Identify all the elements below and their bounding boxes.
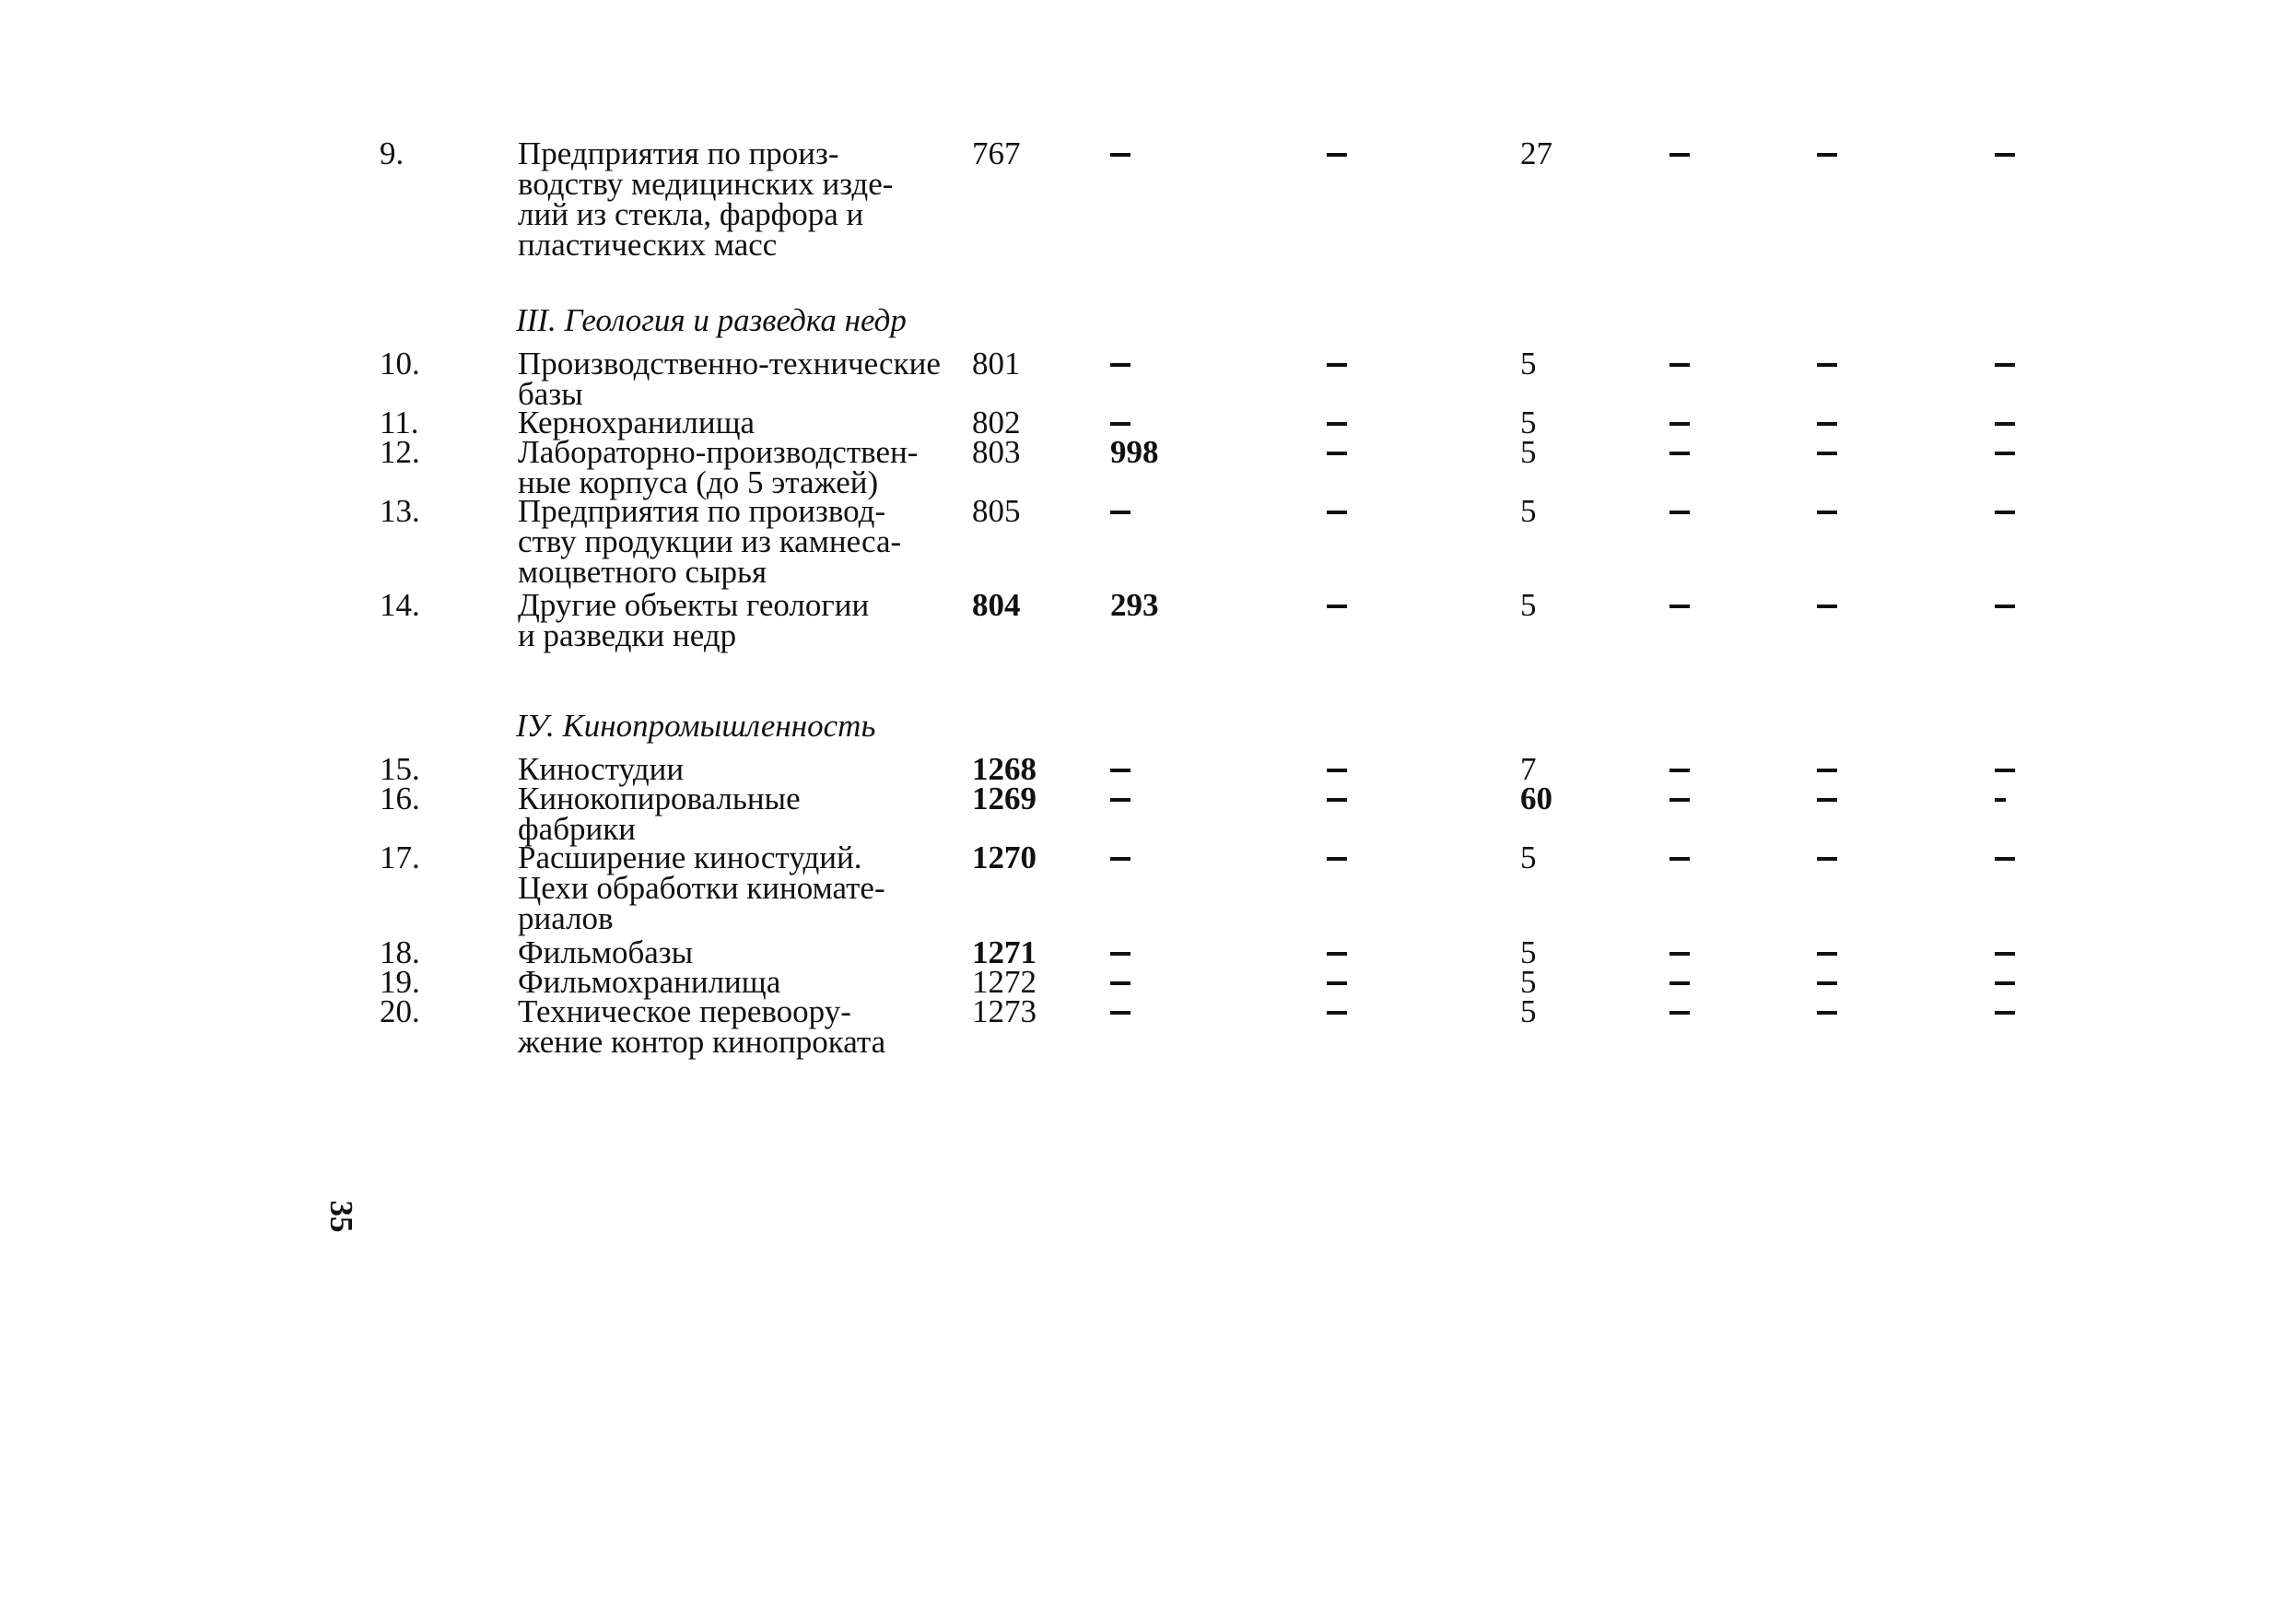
norm-code: 767 bbox=[972, 135, 1021, 171]
dash-c7 bbox=[1995, 511, 2015, 514]
dash-c5 bbox=[1669, 422, 1690, 426]
dash-c6 bbox=[1817, 422, 1837, 426]
dash-c5 bbox=[1669, 452, 1690, 455]
row-number: 15. bbox=[380, 751, 420, 787]
value-c4: 5 bbox=[1520, 346, 1537, 382]
dash-c3 bbox=[1327, 511, 1347, 514]
value-c4: 7 bbox=[1520, 751, 1537, 787]
section-heading-cinema: IУ. Кинопромышленность bbox=[516, 708, 876, 744]
dash-c7 bbox=[1995, 1011, 2015, 1015]
dash-c6 bbox=[1817, 452, 1837, 455]
dash-c7 bbox=[1995, 769, 2015, 772]
value-c4: 5 bbox=[1520, 587, 1537, 623]
row-number: 17. bbox=[380, 840, 420, 875]
dash-c5 bbox=[1669, 605, 1690, 608]
row-number: 19. bbox=[380, 964, 420, 1000]
dash-c6 bbox=[1817, 769, 1837, 772]
dash-c7 bbox=[1995, 857, 2015, 861]
object-name: Кинокопировальные фабрики bbox=[518, 781, 801, 847]
dash-c2 bbox=[1110, 981, 1130, 985]
row-number: 10. bbox=[380, 346, 420, 382]
object-name: Предприятия по производ- ству продукции из камнеса- моцветного сырья bbox=[518, 493, 902, 590]
row-number: 9. bbox=[380, 135, 404, 171]
value-c4: 5 bbox=[1520, 434, 1537, 470]
row-number: 20. bbox=[380, 993, 420, 1029]
dash-c7 bbox=[1995, 952, 2015, 956]
value-c4: 5 bbox=[1520, 493, 1537, 529]
object-name: Фильмобазы bbox=[518, 934, 694, 970]
dash-c2 bbox=[1110, 857, 1130, 861]
value-c4: 5 bbox=[1520, 993, 1537, 1029]
section-heading-geology: III. Геология и разведка недр bbox=[516, 302, 907, 338]
norm-code: 1273 bbox=[972, 993, 1037, 1029]
dash-c5 bbox=[1669, 153, 1690, 157]
norm-code: 1268 bbox=[972, 751, 1037, 787]
dash-c3 bbox=[1327, 422, 1347, 426]
dash-c6 bbox=[1817, 857, 1837, 861]
dash-c2 bbox=[1110, 363, 1130, 367]
object-name: Предприятия по произ- водству медицинских изде- лий из стекла, фарфора и пластических масс bbox=[518, 135, 894, 263]
dash-c6 bbox=[1817, 952, 1837, 956]
object-name: Производственно-технические базы bbox=[518, 346, 941, 412]
norm-code: 803 bbox=[972, 434, 1021, 470]
object-name: Другие объекты геологии и разведки недр bbox=[518, 587, 870, 653]
dash-c3 bbox=[1327, 981, 1347, 985]
object-name: Лабораторно-производствен- ные корпуса (до 5 этажей) bbox=[518, 434, 919, 500]
dash-c6 bbox=[1817, 363, 1837, 367]
dash-c7 bbox=[1995, 422, 2015, 426]
dash-c2 bbox=[1110, 511, 1130, 514]
dash-c7 bbox=[1995, 981, 2015, 985]
dash-c7 bbox=[1995, 605, 2015, 608]
value-c4: 5 bbox=[1520, 405, 1537, 440]
dash-c6 bbox=[1817, 153, 1837, 157]
dash-c2 bbox=[1110, 422, 1130, 426]
value-c4: 5 bbox=[1520, 964, 1537, 1000]
object-name: Техническое перевоору- жение контор кинопроката bbox=[518, 993, 886, 1060]
dash-c3 bbox=[1327, 153, 1347, 157]
value-c4: 27 bbox=[1520, 135, 1552, 171]
page-number: 35 bbox=[323, 1200, 359, 1233]
dash-c3 bbox=[1327, 452, 1347, 455]
dash-c7 bbox=[1995, 452, 2015, 455]
dash-c3 bbox=[1327, 798, 1347, 802]
dash-c3 bbox=[1327, 952, 1347, 956]
dash-c5 bbox=[1669, 769, 1690, 772]
norm-code: 1271 bbox=[972, 934, 1037, 970]
dash-c7 bbox=[1995, 363, 2015, 367]
norm-code: 1270 bbox=[972, 840, 1037, 875]
dash-c3 bbox=[1327, 605, 1347, 608]
value-c2: 293 bbox=[1110, 587, 1159, 623]
dash-c5 bbox=[1669, 363, 1690, 367]
value-c4: 5 bbox=[1520, 934, 1537, 970]
dash-c6 bbox=[1817, 511, 1837, 514]
row-number: 12. bbox=[380, 434, 420, 470]
dash-c7 bbox=[1995, 798, 2006, 802]
row-number: 14. bbox=[380, 587, 420, 623]
dash-c5 bbox=[1669, 798, 1690, 802]
norm-code: 1272 bbox=[972, 964, 1037, 1000]
dash-c6 bbox=[1817, 605, 1837, 608]
dash-c2 bbox=[1110, 798, 1130, 802]
row-number: 16. bbox=[380, 781, 420, 816]
dash-c6 bbox=[1817, 1011, 1837, 1015]
value-c4: 60 bbox=[1520, 781, 1552, 816]
dash-c3 bbox=[1327, 857, 1347, 861]
dash-c5 bbox=[1669, 511, 1690, 514]
object-name: Фильмохранилища bbox=[518, 964, 781, 1000]
dash-c2 bbox=[1110, 153, 1130, 157]
dash-c2 bbox=[1110, 1011, 1130, 1015]
dash-c3 bbox=[1327, 363, 1347, 367]
dash-c7 bbox=[1995, 153, 2015, 157]
dash-c3 bbox=[1327, 1011, 1347, 1015]
norm-code: 805 bbox=[972, 493, 1021, 529]
norm-code: 801 bbox=[972, 346, 1021, 382]
dash-c6 bbox=[1817, 798, 1837, 802]
dash-c5 bbox=[1669, 981, 1690, 985]
value-c4: 5 bbox=[1520, 840, 1537, 875]
norm-code: 802 bbox=[972, 405, 1021, 440]
dash-c5 bbox=[1669, 1011, 1690, 1015]
dash-c2 bbox=[1110, 769, 1130, 772]
dash-c5 bbox=[1669, 857, 1690, 861]
object-name: Кернохранилища bbox=[518, 405, 756, 440]
dash-c6 bbox=[1817, 981, 1837, 985]
dash-c5 bbox=[1669, 952, 1690, 956]
dash-c2 bbox=[1110, 952, 1130, 956]
row-number: 18. bbox=[380, 934, 420, 970]
row-number: 13. bbox=[380, 493, 420, 529]
object-name: Расширение киностудий. Цехи обработки киномате- риалов bbox=[518, 840, 885, 936]
value-c2: 998 bbox=[1110, 434, 1159, 470]
object-name: Киностудии bbox=[518, 751, 685, 787]
dash-c3 bbox=[1327, 769, 1347, 772]
row-number: 11. bbox=[380, 405, 419, 440]
norm-code: 804 bbox=[972, 587, 1021, 623]
norm-code: 1269 bbox=[972, 781, 1037, 816]
